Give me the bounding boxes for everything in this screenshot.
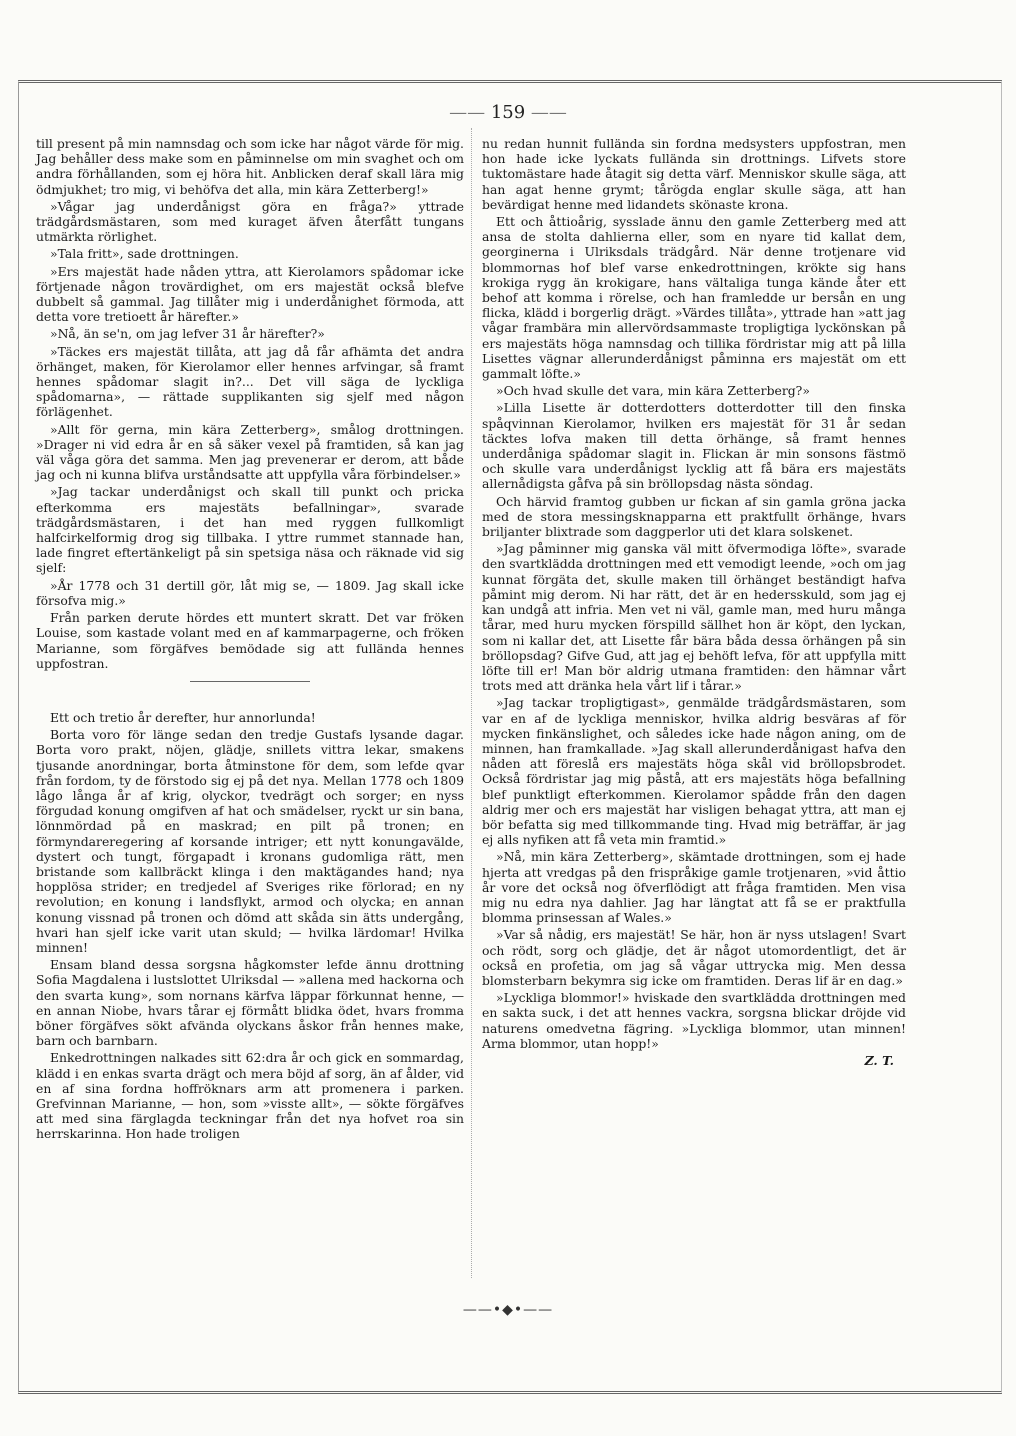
paragraph: »Täckes ers majestät tillåta, att jag då får afhämta det andra örhänget, maken, för Kierolamor eller hennes arfvingar, så framt hennes spådomar slagit in?... Det vill säga de lyckliga spådomarna», — rättade supplikanten sig sjelf med någon förlägenhet. (36, 343, 464, 420)
left-column (36, 136, 464, 1144)
section-break-rule (190, 681, 310, 682)
paragraph: Borta voro för länge sedan den tredje Gustafs lysande dagar. Borta voro prakt, nöjen, glädje, snillets vittra lekar, smakens tjusande anordningar, borta åtminstone för dem, som lefde qvar från fordom, ty de förstodo sig ej på det nya. Mellan 1778 och 1809 lågo långa år af krig, olyckor, tvedrägt och sorger; en nyss förgudad konung omgifven af hat och smädelser, ryckt ur sin bana, lönnmördad på en maskrad; en pilt på tronen; en förmyndareregering af korsande intriger; ett nytt konungavälde, dystert och tungt, förgapadt i kronans gudomliga rätt, men bristande som kallbräckt klinga i den maktägandes hand; nya hopplösa strider; en tredjedel af Sveriges rike förlorad; en ny revolution; en konung i landsflykt, armod och olycka; en annan konung vissnad på tronen och dömd att skåda sin ätts undergång, hvari han sjelf icke varit utan skuld; — hvilka lärdomar! Hvilka minnen! (36, 727, 464, 955)
paragraph: »Tala fritt», sade drottningen. (50, 246, 239, 262)
paragraph: »Nå, än se'n, om jag lefver 31 år härefter?» (50, 326, 325, 342)
paragraph: »Lilla Lisette är dotterdotters dotterdotter till den finska spåqvinnan Kierolamor, hvilken ers majestät för 31 år sedan täcktes lofva maken till detta örhänge, så framt hennes underdåniga spådomar slagit in. Flickan är min sonsons fästmö och skulle vara underdånigst lycklig att få bära ers majestäts allernådigsta gåfva på sin bröllopsdag nästa söndag. (482, 400, 906, 492)
paragraph: Ensam bland dessa sorgsna hågkomster lefde ännu drottning Sofia Magdalena i lustslottet Ulriksdal — »allena med hackorna och den svarta kung», som nornans kärfva läppar förkunnat henne, — en annan Niobe, hvars tårar ej förmått blidka ödet, hvars fromma böner förgäfves sökt afvända olyckans åskor från hennes make, barn och barnbarn. (36, 957, 464, 1049)
paragraph: »Ers majestät hade nåden yttra, att Kierolamors spådomar icke förtjenade någon trovärdighet, om ers majestät också blefve dubbelt så gammal. Jag tillåter mig i underdånighet förmoda, att detta vore tretioett år härefter.» (36, 263, 464, 325)
paragraph: »År 1778 och 31 dertill gör, låt mig se, — 1809. Jag skall icke försofva mig.» (36, 577, 464, 608)
paragraph: Och härvid framtog gubben ur fickan af sin gamla gröna jacka med de stora messingsknapparna ett praktfullt örhänge, hvars briljanter blixtrade som daggperlor uti det klara solskenet. (482, 493, 906, 540)
signature: Z. T. (864, 1052, 894, 1068)
paragraph: »Och hvad skulle det vara, min kära Zetterberg?» (496, 383, 810, 399)
column-divider (471, 128, 472, 1278)
paragraph: »Allt för gerna, min kära Zetterberg», smålog drottningen. »Drager ni vid edra år en så säker vexel på framtiden, så kan jag väl våga göra det samma. Men jag prevenerar er derom, att både jag och ni kunna blifva urståndsatte att uppfylla våra förbindelser.» (36, 421, 464, 483)
right-column (482, 136, 906, 1068)
paragraph: »Var så nådig, ers majestät! Se här, hon är nyss utslagen! Svart och rödt, sorg och glädje, det är något utomordentligt, det är också en profetia, om jag så vågar uttrycka mig. Men dessa blomsterbarn bekymra sig icke om framtiden. Deras lif är en dag.» (482, 927, 906, 988)
paragraph: Ett och åttioårig, sysslade ännu den gamle Zetterberg med att ansa de stolta dahlierna eller, som en nyare tid kallat dem, georginerna i Ulriksdals trädgård. När denne trotjenare vid blommornas hof blef varse enkedrottningen, krökte sig hans krokiga rygg än krokigare, hans vältaliga tunga kände åter ett behof att komma i rörelse, och han framledde ur bersån en ung flicka, klädd i borgerlig drägt. »Värdes tillåta», yttrade han »att jag vågar frambära min allervördsammaste tropligtiga lyckönskan på ers majestäts höga namnsdag och tillika fördristar mig att på lilla Lisettes vägnar allerunderdånigst påminna ers majestät om ett gammalt löfte.» (482, 214, 906, 382)
paragraph: Ett och tretio år derefter, hur annorlunda! (50, 709, 316, 725)
paragraph: »Nå, min kära Zetterberg», skämtade drottningen, som ej hade hjerta att vredgas på den frispråkige gamle trotjenaren, »vid åttio år vore det också nog öfverflödigt att fråga framtiden. Men visa mig nu edra nya dahlier. Jag har längtat att få se er praktfulla blomma prinsessan af Wales.» (482, 849, 906, 926)
page-number: —— 159 —— (0, 102, 1016, 123)
paragraph: till present på min namnsdag och som icke har något värde för mig. Jag behåller dess make som en påminnelse om min svaghet och om andra förhållanden, som ej höra hit. Anblicken deraf skall lära mig ödmjukhet; tro mig, vi behöfva det alla, min kära Zetterberg!» (36, 136, 464, 197)
paragraph: »Jag tackar tropligtigast», genmälde trädgårdsmästaren, som var en af de lyckliga menniskor, hvilka aldrig besväras af för mycken finkänslighet, och således icke hade någon aning, om de minnen, han framkallade. »Jag skall allerunderdånigast hafva den nåden att föreslå ers majestäts höga skål vid bröllopsbrodet. Också fördristar jag mig påstå, att ers majestäts höga befallning blef punktligt efterkommen. Kierolamor spådde från den dagen aldrig mer och ers majestät har visligen behagat yttra, att man ej bör befatta sig med tillkommande ting. Hvad mig beträffar, är jag ej alls nyfiken att få veta min framtid.» (482, 695, 906, 848)
end-ornament: ——•◆•—— (462, 1302, 554, 1318)
paragraph: Enkedrottningen nalkades sitt 62:dra år och gick en sommardag, klädd i en enkas svarta drägt och mera böjd af sorg, än af ålder, vid en af sina fordna hoffröknars arm att promenera i parken. Grefvinnan Marianne, — hon, som »visste allt», — sökte förgäfves att med sina färglagda teckningar från det nya hofvet roa sin herrskarinna. Hon hade troligen (36, 1050, 464, 1142)
paragraph: »Lyckliga blommor!» hviskade den svartklädda drottningen med en sakta suck, i det att hennes vackra, sorgsna blickar dröjde vid naturens omedvetna fägring. »Lyckliga blommor, utan minnen! Arma blommor, utan hopp!» (482, 990, 906, 1051)
paragraph: »Jag påminner mig ganska väl mitt öfvermodiga löfte», svarade den svartklädda drottningen med ett vemodigt leende, »och om jag kunnat förgäta det, skulle maken till örhänget beständigt hafva påmint mig derom. Ni har rätt, det är en hedersskuld, som jag ej kan undgå att infria. Men vet ni väl, gamle man, med huru många tårar, med huru mycken förspilld sällhet hon är köpt, den lyckan, som ni kallar det, att Lisette får bära båda dessa örhängen på sin bröllopsdag? Gifve Gud, att jag ej behöft lefva, för att uppfylla mitt löfte till er! Man bör aldrig utmana framtiden: den hämnar vårt trots med att dränka hela vårt lif i tårar.» (482, 541, 906, 694)
paragraph: nu redan hunnit fullända sin fordna medsysters uppfostran, men hon hade icke lyckats fullända sin drottnings. Lifvets store tuktomästare hade åtagit sig detta värf. Menniskor skulle säga, att han agat henne grymt; tårögda englar skulle säga, att han bevärdigat henne med lidandets skönaste krona. (482, 136, 906, 212)
paragraph: Från parken derute hördes ett muntert skratt. Det var fröken Louise, som kastade volant med en af kammarpagerne, och fröken Marianne, som förgäfves bemödade sig att fullända hennes uppfostran. (36, 610, 464, 671)
paragraph: »Jag tackar underdånigst och skall till punkt och pricka efterkomma ers majestäts befallningar», svarade trädgårdsmästaren, i det han med ryggen fullkomligt halfcirkelformig drog sig tillbaka. I yttre rummet stannade han, lade fingret eftertänkeligt på sin spetsiga näsa och räknade vid sig sjelf: (36, 484, 464, 576)
paragraph: »Vågar jag underdånigst göra en fråga?» yttrade trädgårdsmästaren, som med kuraget äfven återfått tungans utmärkta rörlighet. (36, 198, 464, 245)
